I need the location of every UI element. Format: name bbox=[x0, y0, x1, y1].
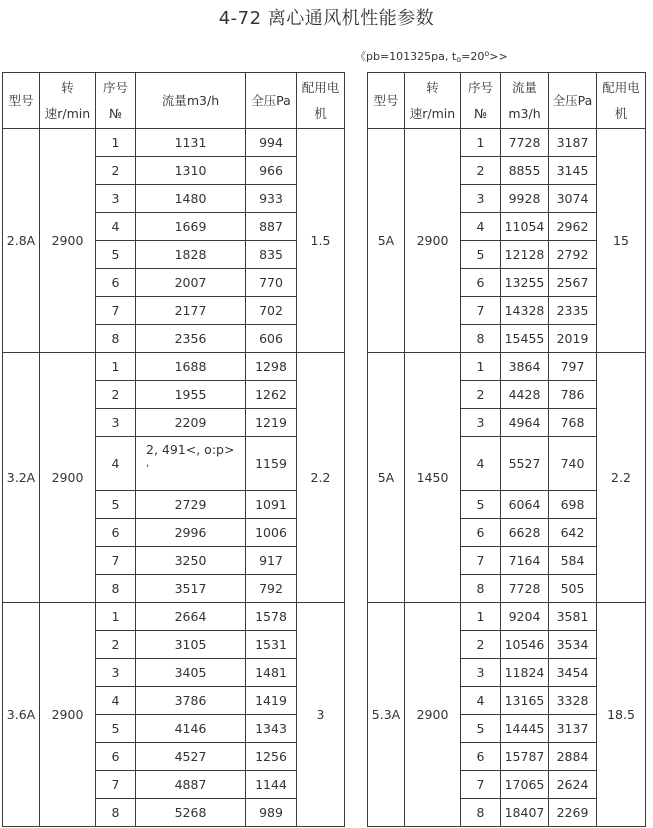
cell-flow: 2007 bbox=[136, 269, 246, 297]
condition-sup: o bbox=[484, 49, 490, 58]
cell-speed: 2900 bbox=[405, 603, 461, 827]
cell-pressure: 702 bbox=[246, 297, 297, 325]
cell-pressure: 2019 bbox=[549, 325, 597, 353]
cell-seq: 8 bbox=[461, 575, 501, 603]
cell-seq: 8 bbox=[461, 325, 501, 353]
cell-flow: 15455 bbox=[501, 325, 549, 353]
cell-motor: 2.2 bbox=[597, 353, 646, 603]
cell-flow: 1828 bbox=[136, 241, 246, 269]
cell-flow: 2729 bbox=[136, 491, 246, 519]
cell-seq: 1 bbox=[96, 129, 136, 157]
cell-flow: 9204 bbox=[501, 603, 549, 631]
cell-seq: 8 bbox=[461, 799, 501, 827]
condition-mid: =20 bbox=[461, 50, 485, 63]
cell-seq: 4 bbox=[461, 437, 501, 491]
cell-seq: 1 bbox=[461, 353, 501, 381]
cell-pressure: 1262 bbox=[246, 381, 297, 409]
condition-sub: o bbox=[456, 55, 462, 64]
cell-flow: 15787 bbox=[501, 743, 549, 771]
cell-pressure: 698 bbox=[549, 491, 597, 519]
cell-pressure: 1144 bbox=[246, 771, 297, 799]
cell-flow: 3786 bbox=[136, 687, 246, 715]
header-motor: 配用电 机 bbox=[297, 73, 345, 129]
cell-flow-text: 2, 491<, o:p> bbox=[146, 442, 235, 457]
cell-seq: 5 bbox=[96, 715, 136, 743]
cell-flow: 6628 bbox=[501, 519, 549, 547]
header-motor: 配用电 机 bbox=[597, 73, 646, 129]
cell-pressure: 2884 bbox=[549, 743, 597, 771]
cell-pressure: 2962 bbox=[549, 213, 597, 241]
cell-seq: 8 bbox=[96, 325, 136, 353]
cell-pressure: 989 bbox=[246, 799, 297, 827]
cell-flow: 10546 bbox=[501, 631, 549, 659]
cell-seq: 3 bbox=[461, 185, 501, 213]
cell-pressure: 1531 bbox=[246, 631, 297, 659]
cell-flow: 12128 bbox=[501, 241, 549, 269]
cell-pressure: 3454 bbox=[549, 659, 597, 687]
cell-seq: 4 bbox=[461, 213, 501, 241]
performance-table-left bbox=[2, 72, 345, 827]
cell-flow-tail: , bbox=[146, 458, 150, 469]
cell-flow: 6064 bbox=[501, 491, 549, 519]
cell-flow: 18407 bbox=[501, 799, 549, 827]
cell-pressure: 770 bbox=[246, 269, 297, 297]
cell-flow: 1310 bbox=[136, 157, 246, 185]
cell-flow: 7728 bbox=[501, 129, 549, 157]
cell-pressure: 3137 bbox=[549, 715, 597, 743]
header-pressure: 全压Pa bbox=[549, 73, 597, 129]
cell-flow: 17065 bbox=[501, 771, 549, 799]
cell-seq: 2 bbox=[461, 381, 501, 409]
cell-pressure: 2792 bbox=[549, 241, 597, 269]
test-condition bbox=[355, 48, 508, 64]
cell-flow: 1688 bbox=[136, 353, 246, 381]
cell-flow: 2177 bbox=[136, 297, 246, 325]
cell-flow: 11824 bbox=[501, 659, 549, 687]
cell-seq: 2 bbox=[96, 381, 136, 409]
cell-flow: 4146 bbox=[136, 715, 246, 743]
cell-seq: 2 bbox=[96, 631, 136, 659]
condition-suffix: >> bbox=[489, 50, 508, 63]
cell-seq: 4 bbox=[461, 687, 501, 715]
cell-pressure: 3074 bbox=[549, 185, 597, 213]
cell-pressure: 917 bbox=[246, 547, 297, 575]
cell-model: 5.3A bbox=[368, 603, 405, 827]
cell-pressure: 3187 bbox=[549, 129, 597, 157]
cell-motor: 18.5 bbox=[597, 603, 646, 827]
cell-seq: 4 bbox=[96, 213, 136, 241]
cell-flow bbox=[136, 437, 246, 491]
cell-flow: 7728 bbox=[501, 575, 549, 603]
cell-flow: 13165 bbox=[501, 687, 549, 715]
cell-flow: 4428 bbox=[501, 381, 549, 409]
cell-flow: 3105 bbox=[136, 631, 246, 659]
cell-seq: 5 bbox=[461, 491, 501, 519]
cell-flow: 4527 bbox=[136, 743, 246, 771]
cell-seq: 6 bbox=[461, 519, 501, 547]
cell-pressure: 933 bbox=[246, 185, 297, 213]
cell-pressure: 2335 bbox=[549, 297, 597, 325]
cell-seq: 3 bbox=[96, 409, 136, 437]
cell-pressure: 3328 bbox=[549, 687, 597, 715]
cell-seq: 7 bbox=[96, 771, 136, 799]
cell-pressure: 1091 bbox=[246, 491, 297, 519]
header-model: 型号 bbox=[3, 73, 40, 129]
cell-speed: 2900 bbox=[40, 353, 96, 603]
cell-speed: 2900 bbox=[40, 603, 96, 827]
cell-model: 5A bbox=[368, 353, 405, 603]
table-row bbox=[3, 353, 345, 381]
cell-motor: 1.5 bbox=[297, 129, 345, 353]
cell-seq: 4 bbox=[96, 687, 136, 715]
cell-seq: 3 bbox=[96, 659, 136, 687]
cell-pressure: 1159 bbox=[246, 437, 297, 491]
header-model: 型号 bbox=[368, 73, 405, 129]
cell-seq: 3 bbox=[461, 409, 501, 437]
cell-seq: 5 bbox=[96, 491, 136, 519]
table-row bbox=[368, 353, 646, 381]
cell-flow: 3517 bbox=[136, 575, 246, 603]
cell-flow: 8855 bbox=[501, 157, 549, 185]
cell-pressure: 3581 bbox=[549, 603, 597, 631]
cell-pressure: 1481 bbox=[246, 659, 297, 687]
cell-flow: 13255 bbox=[501, 269, 549, 297]
cell-pressure: 3534 bbox=[549, 631, 597, 659]
cell-seq: 6 bbox=[96, 519, 136, 547]
cell-pressure: 1006 bbox=[246, 519, 297, 547]
table-row bbox=[368, 603, 646, 631]
cell-flow: 1131 bbox=[136, 129, 246, 157]
header-seq: 序号 № bbox=[461, 73, 501, 129]
cell-flow: 3405 bbox=[136, 659, 246, 687]
cell-pressure: 740 bbox=[549, 437, 597, 491]
cell-seq: 4 bbox=[96, 437, 136, 491]
header-pressure: 全压Pa bbox=[246, 73, 297, 129]
cell-pressure: 887 bbox=[246, 213, 297, 241]
cell-pressure: 786 bbox=[549, 381, 597, 409]
cell-seq: 7 bbox=[461, 297, 501, 325]
cell-pressure: 1298 bbox=[246, 353, 297, 381]
cell-model: 3.6A bbox=[3, 603, 40, 827]
cell-seq: 1 bbox=[96, 603, 136, 631]
cell-pressure: 2624 bbox=[549, 771, 597, 799]
cell-pressure: 768 bbox=[549, 409, 597, 437]
cell-pressure: 835 bbox=[246, 241, 297, 269]
cell-pressure: 606 bbox=[246, 325, 297, 353]
cell-motor: 3 bbox=[297, 603, 345, 827]
cell-seq: 8 bbox=[96, 799, 136, 827]
cell-flow: 2356 bbox=[136, 325, 246, 353]
cell-flow: 3864 bbox=[501, 353, 549, 381]
page-title: 4-72 离心通风机性能参数 bbox=[218, 8, 435, 29]
cell-model: 3.2A bbox=[3, 353, 40, 603]
cell-flow: 14445 bbox=[501, 715, 549, 743]
cell-model: 5A bbox=[368, 129, 405, 353]
cell-seq: 1 bbox=[461, 603, 501, 631]
performance-table-right bbox=[367, 72, 646, 827]
cell-flow: 11054 bbox=[501, 213, 549, 241]
cell-seq: 6 bbox=[461, 743, 501, 771]
cell-pressure: 966 bbox=[246, 157, 297, 185]
cell-seq: 2 bbox=[461, 631, 501, 659]
cell-pressure: 1219 bbox=[246, 409, 297, 437]
cell-motor: 2.2 bbox=[297, 353, 345, 603]
cell-model: 2.8A bbox=[3, 129, 40, 353]
header-speed: 转 速r/min bbox=[40, 73, 96, 129]
cell-seq: 7 bbox=[461, 771, 501, 799]
cell-seq: 5 bbox=[461, 241, 501, 269]
cell-speed: 2900 bbox=[40, 129, 96, 353]
cell-speed: 1450 bbox=[405, 353, 461, 603]
cell-pressure: 1343 bbox=[246, 715, 297, 743]
cell-seq: 7 bbox=[96, 297, 136, 325]
cell-pressure: 2269 bbox=[549, 799, 597, 827]
cell-flow: 5268 bbox=[136, 799, 246, 827]
cell-seq: 6 bbox=[96, 269, 136, 297]
cell-seq: 5 bbox=[96, 241, 136, 269]
cell-seq: 3 bbox=[461, 659, 501, 687]
cell-flow: 2664 bbox=[136, 603, 246, 631]
cell-flow: 4964 bbox=[501, 409, 549, 437]
cell-pressure: 797 bbox=[549, 353, 597, 381]
cell-pressure: 584 bbox=[549, 547, 597, 575]
cell-seq: 7 bbox=[461, 547, 501, 575]
cell-flow: 14328 bbox=[501, 297, 549, 325]
cell-pressure: 642 bbox=[549, 519, 597, 547]
cell-flow: 1955 bbox=[136, 381, 246, 409]
cell-flow: 5527 bbox=[501, 437, 549, 491]
cell-seq: 7 bbox=[96, 547, 136, 575]
header-flow: 流量m3/h bbox=[136, 73, 246, 129]
cell-seq: 5 bbox=[461, 715, 501, 743]
cell-pressure: 994 bbox=[246, 129, 297, 157]
cell-seq: 1 bbox=[96, 353, 136, 381]
cell-flow: 1480 bbox=[136, 185, 246, 213]
cell-flow: 9928 bbox=[501, 185, 549, 213]
cell-pressure: 1256 bbox=[246, 743, 297, 771]
cell-flow: 1669 bbox=[136, 213, 246, 241]
cell-pressure: 505 bbox=[549, 575, 597, 603]
cell-pressure: 792 bbox=[246, 575, 297, 603]
cell-flow: 2996 bbox=[136, 519, 246, 547]
header-seq: 序号 № bbox=[96, 73, 136, 129]
cell-seq: 3 bbox=[96, 185, 136, 213]
cell-motor: 15 bbox=[597, 129, 646, 353]
cell-speed: 2900 bbox=[405, 129, 461, 353]
cell-flow: 7164 bbox=[501, 547, 549, 575]
cell-pressure: 1419 bbox=[246, 687, 297, 715]
cell-flow: 2209 bbox=[136, 409, 246, 437]
cell-seq: 6 bbox=[96, 743, 136, 771]
cell-seq: 2 bbox=[461, 157, 501, 185]
cell-flow: 4887 bbox=[136, 771, 246, 799]
cell-pressure: 2567 bbox=[549, 269, 597, 297]
condition-prefix: 《pb=101325pa, t bbox=[355, 50, 457, 63]
cell-seq: 2 bbox=[96, 157, 136, 185]
header-flow: 流量 m3/h bbox=[501, 73, 549, 129]
cell-pressure: 1578 bbox=[246, 603, 297, 631]
cell-seq: 8 bbox=[96, 575, 136, 603]
cell-seq: 1 bbox=[461, 129, 501, 157]
cell-pressure: 3145 bbox=[549, 157, 597, 185]
table-row bbox=[3, 129, 345, 157]
cell-flow: 3250 bbox=[136, 547, 246, 575]
cell-seq: 6 bbox=[461, 269, 501, 297]
header-speed: 转 速r/min bbox=[405, 73, 461, 129]
table-row bbox=[3, 603, 345, 631]
table-row bbox=[368, 129, 646, 157]
